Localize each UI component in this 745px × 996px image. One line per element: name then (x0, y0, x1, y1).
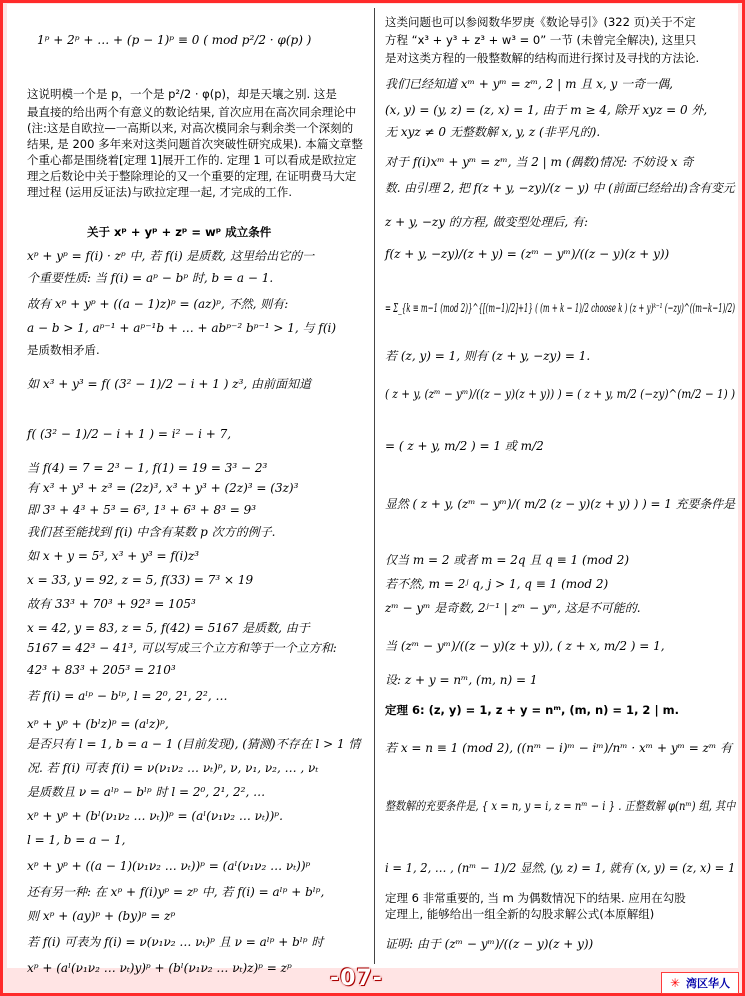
left-line: a − b > 1, aᵖ⁻¹ + aᵖ⁻¹b + … + abᵖ⁻² bᵖ⁻¹ > 1, 与 f(i) (27, 321, 337, 335)
page-number: -07- (330, 966, 383, 991)
left-line: 是否只有 l = 1, b = a − 1 (目前发现), (猜测)不存在 l > 1 情 (27, 737, 361, 751)
left-line: 结果, 是 200 多年来对这类问题首次突破性研究成果). 本篇文章整 (27, 137, 363, 151)
left-line: xᵖ + yᵖ = f(i) · zᵖ 中, 若 f(i) 是质数, 这里给出它的一 (27, 249, 315, 263)
right-line: ( z + y, (zᵐ − yᵐ)/((z − y)(z + y)) ) = ( z + y, m/2 (−zy)^(m/2 − 1) ) (385, 387, 736, 401)
left-line: 5167 = 42³ − 41³, 可以写成三个立方和等于一个立方和: (27, 641, 337, 655)
left-line: 理之后数论中关于整除理论的又一个重要的定理, 在证明费马大定 (27, 169, 357, 183)
left-line: 是质数相矛盾. (27, 343, 100, 357)
left-line: 42³ + 83³ + 205³ = 210³ (27, 663, 176, 677)
right-line: = Σ_{k ≡ m−1 (mod 2)}^{[(m−1)/2]+1} ( (m + k − 1)/2 choose k ) (z + y)ᵏ⁻¹ (−zy)^((m−k−1)/2) (385, 301, 736, 315)
left-line: 若 f(i) = aˡᵖ − bˡᵖ, l = 2⁰, 2¹, 2², … (27, 689, 228, 703)
left-line: 关于 xᵖ + yᵖ + zᵖ = wᵖ 成立条件 (87, 225, 272, 239)
right-line: 这类问题也可以参阅数华罗庚《数论导引》(322 页)关于不定 (385, 15, 696, 29)
right-line: 方程 “x³ + y³ + z³ + w³ = 0” 一节 (未曾完全解决), 这里只 (385, 33, 697, 47)
right-line: 无 xyz ≠ 0 无整数解 x, y, z (非平凡的). (385, 125, 601, 139)
right-line: 数. 由引理 2, 把 f(z + y, −zy)/(z − y) 中 (前面已经给出)含有变元 (385, 181, 735, 195)
right-line: f(z + y, −zy)/(z + y) = (zᵐ − yᵐ)/((z − y)(z + y)) (385, 247, 670, 261)
right-line: 证明: 由于 (zᵐ − yᵐ)/((z − y)(z + y)) (385, 937, 594, 951)
right-line: 定理 6 非常重要的, 当 m 为偶数情况下的结果. 应用在勾股 (385, 891, 686, 905)
left-line: 是质数且 ν = aˡᵖ − bˡᵖ 时 l = 2⁰, 2¹, 2², … (27, 785, 266, 799)
right-line: 定理 6: (z, y) = 1, z + y = nᵐ, (m, n) = 1, 2 | m. (385, 703, 679, 717)
right-line: i = 1, 2, … , (nᵐ − 1)/2 显然, (y, z) = 1, 就有 (x, y) = (z, x) = 1 (385, 861, 736, 875)
left-line: 如 x + y = 5³, x³ + y³ = f(i)z³ (27, 549, 200, 563)
left-line: x = 33, y = 92, z = 5, f(33) = 7³ × 19 (27, 573, 254, 587)
document-page (7, 4, 738, 975)
left-line: 若 f(i) 可表为 f(i) = ν(ν₁ν₂ … νₜ)ᵖ 且 ν = aˡᵖ + bˡᵖ 时 (27, 935, 324, 949)
right-line: 我们已经知道 xᵐ + yᵐ = zᵐ, 2 | m 且 x, y 一奇一偶, (385, 77, 673, 91)
left-line: 即 3³ + 4³ + 5³ = 6³, 1³ + 6³ + 8³ = 9³ (27, 503, 257, 517)
site-badge-label: 湾区华人 (686, 977, 730, 990)
left-line: 当 f(4) = 7 = 2³ − 1, f(1) = 19 = 3³ − 2³ (27, 461, 268, 475)
right-line: 若不然, m = 2ʲ q, j > 1, q ≡ 1 (mod 2) (385, 577, 609, 591)
left-line: l = 1, b = a − 1, (27, 833, 126, 847)
left-line: (注:这是自欧拉—一高斯以来, 对高次模同余与剩余类一个深刻的 (27, 121, 354, 135)
right-line: 仅当 m = 2 或者 m = 2q 且 q ≡ 1 (mod 2) (385, 553, 630, 567)
left-line: 还有另一种: 在 xᵖ + f(i)yᵖ = zᵖ 中, 若 f(i) = aˡᵖ + bˡᵖ, (27, 885, 325, 899)
right-line: 是对这类方程的一般整数解的结构而进行探讨及寻找的方法论. (385, 51, 700, 65)
right-line: z + y, −zy 的方程, 做变型处理后, 有: (385, 215, 589, 229)
right-line: 对于 f(i)xᵐ + yᵐ = zᵐ, 当 2 | m (偶数)情况: 不妨设 x 奇 (385, 155, 694, 169)
right-line: = ( z + y, m/2 ) = 1 或 m/2 (385, 439, 544, 453)
left-line: 1ᵖ + 2ᵖ + … + (p − 1)ᵖ ≡ 0 ( mod p²/2 · φ(p) ) (37, 33, 312, 47)
right-line: zᵐ − yᵐ 是奇数, 2ʲ⁻¹ | zᵐ − yᵐ, 这是不可能的. (385, 601, 641, 615)
left-line: 则 xᵖ + (ay)ᵖ + (by)ᵖ = zᵖ (27, 909, 176, 923)
left-line: 况. 若 f(i) 可表 f(i) = ν(ν₁ν₂ … νₜ)ᵖ, ν, ν₁, ν₂, … , νₜ (27, 761, 319, 775)
right-line: 整数解的充要条件是, { x = n, y = i, z = nᵐ − i } . 正整数解 φ(nᵐ) 组, 其中 (385, 799, 736, 813)
star-icon: ✳ (669, 976, 680, 990)
left-line: xᵖ + yᵖ + (bˡz)ᵖ = (aˡz)ᵖ, (27, 717, 169, 731)
left-line: 故有 33³ + 70³ + 92³ = 105³ (27, 597, 196, 611)
right-line: 若 x = n ≡ 1 (mod 2), ((nᵐ − i)ᵐ − iᵐ)/nᵐ · xᵐ + yᵐ = zᵐ 有 (385, 741, 733, 755)
right-line: 当 (zᵐ − yᵐ)/((z − y)(z + y)), ( z + x, m/2 ) = 1, (385, 639, 665, 653)
left-line: xᵖ + (aˡ(ν₁ν₂ … νₜ)y)ᵖ + (bˡ(ν₁ν₂ … νₜ)z)ᵖ = zᵖ (27, 961, 292, 975)
site-badge (661, 972, 739, 994)
left-line: 如 x³ + y³ = f( (3² − 1)/2 − i + 1 ) z³, 由前面知道 (27, 377, 312, 391)
left-line: 有 x³ + y³ + z³ = (2z)³, x³ + y³ + (2z)³ = (3z)³ (27, 481, 299, 495)
right-line: 定理上, 能够给出一组全新的勾股求解公式(本原解组) (385, 907, 655, 921)
left-line: 个重心都是围绕着[定理 1]展开工作的. 定理 1 可以看成是欧拉定 (27, 153, 357, 167)
left-line: 我们甚至能找到 f(i) 中含有某数 p 次方的例子. (27, 525, 276, 539)
left-line: xᵖ + yᵖ + (bˡ(ν₁ν₂ … νₜ))ᵖ = (aˡ(ν₁ν₂ … νₜ))ᵖ. (27, 809, 283, 823)
left-line: 这说明模一个是 p，一个是 p²/2 · φ(p)，却是天壤之别. 这是 (27, 87, 337, 101)
right-line: 设: z + y = nᵐ, (m, n) = 1 (385, 673, 538, 687)
left-line: 最直接的给出两个有意义的数论结果, 首次应用在高次同余理论中 (27, 105, 357, 119)
left-line: x = 42, y = 83, z = 5, f(42) = 5167 是质数, 由于 (27, 621, 310, 635)
left-line: 个重要性质: 当 f(i) = aᵖ − bᵖ 时, b = a − 1. (27, 271, 274, 285)
left-line: 理过程 (运用反证法)与欧拉定理一起, 才完成的工作. (27, 185, 293, 199)
right-line: 若 (z, y) = 1, 则有 (z + y, −zy) = 1. (385, 349, 591, 363)
right-line: (x, y) = (y, z) = (z, x) = 1, 由于 m ≥ 4, 除开 xyz = 0 外, (385, 103, 708, 117)
left-line: f( (3² − 1)/2 − i + 1 ) = i² − i + 7, (27, 427, 232, 441)
left-line: xᵖ + yᵖ + ((a − 1)(ν₁ν₂ … νₜ))ᵖ = (aˡ(ν₁ν₂ … νₜ))ᵖ (27, 859, 311, 873)
column-divider (374, 8, 375, 964)
left-line: 故有 xᵖ + yᵖ + ((a − 1)z)ᵖ = (az)ᵖ, 不然, 则有: (27, 297, 289, 311)
right-line: 显然 ( z + y, (zᵐ − yᵐ)/( m/2 (z − y)(z + y) ) ) = 1 充要条件是 (385, 497, 735, 511)
